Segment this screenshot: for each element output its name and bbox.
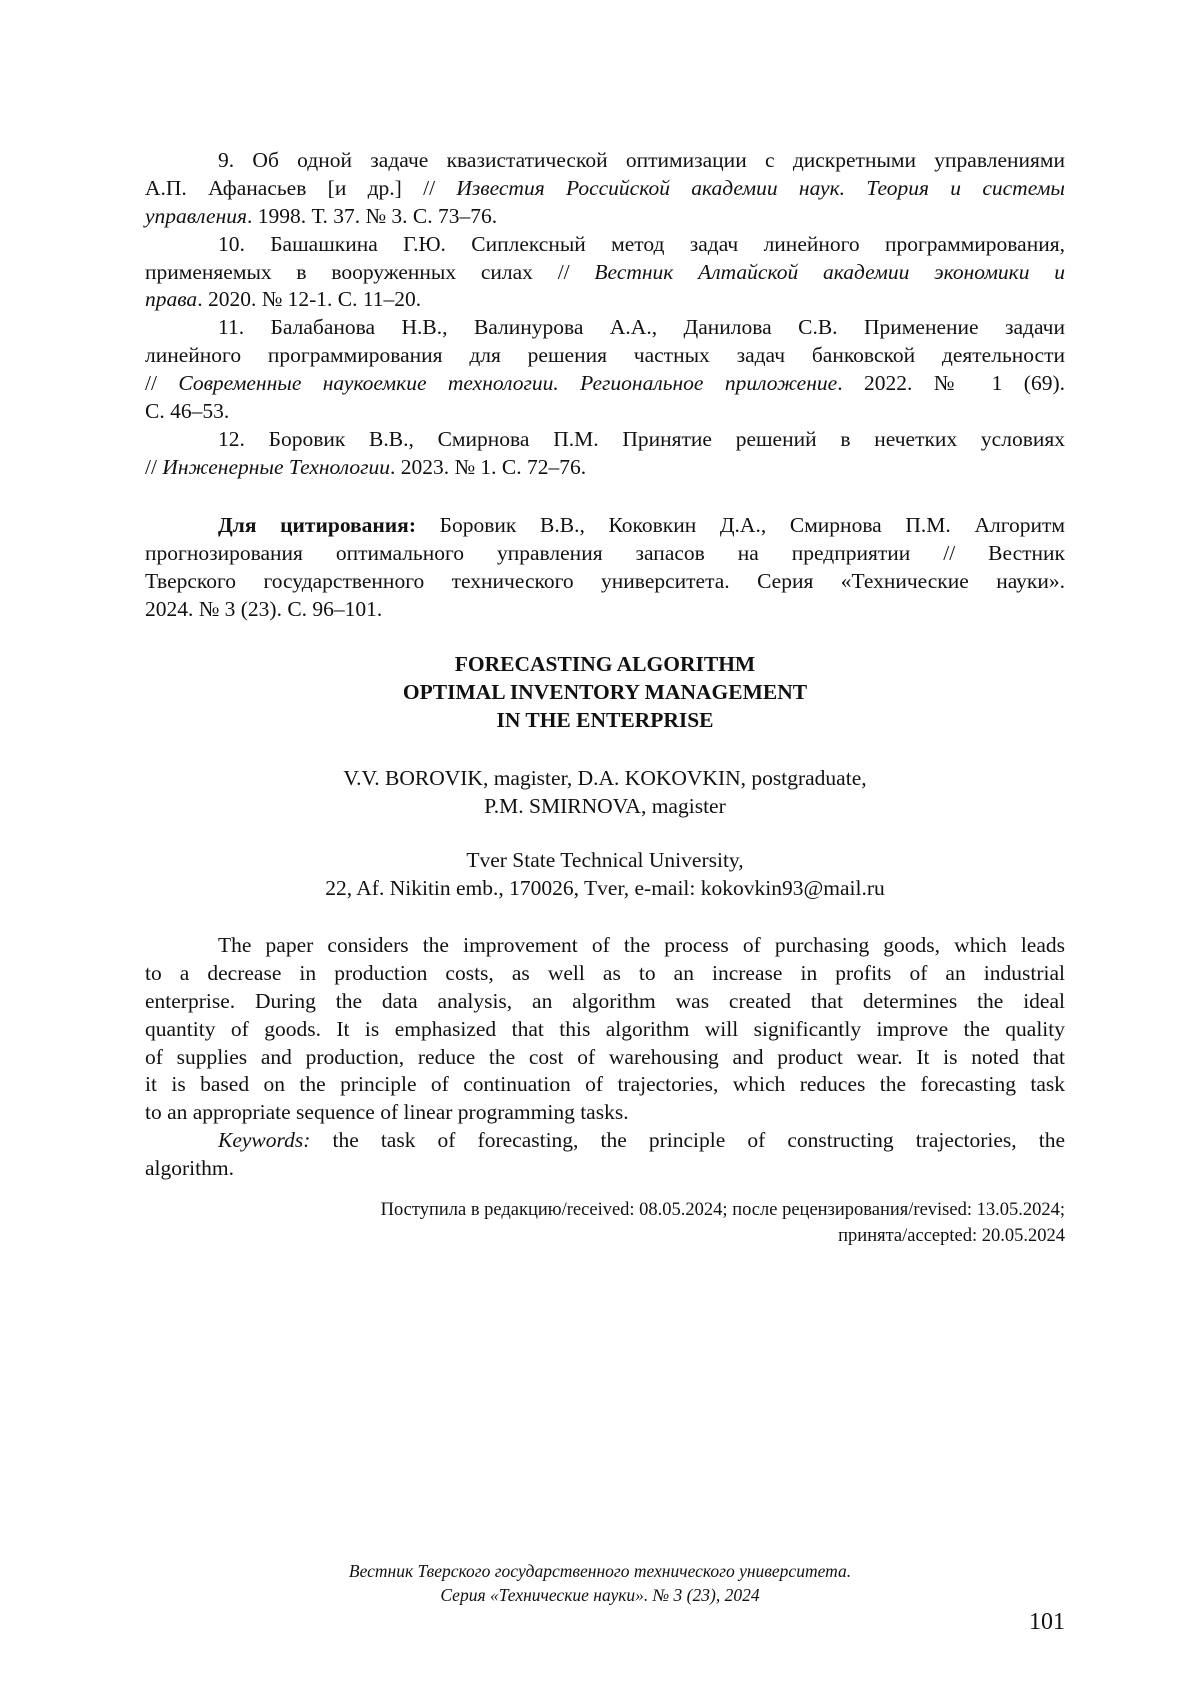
received-dates (145, 1197, 1065, 1249)
text-line (145, 370, 1065, 398)
text-line (145, 568, 1065, 596)
citation-paragraph (145, 512, 1065, 624)
title-line: FORECASTING ALGORITHM (454, 652, 756, 676)
text-segment: of supplies and production, reduce the cost of warehousing and product wear. It is noted that (145, 1044, 1065, 1069)
text-segment: 9. Об одной задаче квазистатической оптимизации с дискретными управлениями (218, 148, 1065, 172)
italic-text: Keywords: (218, 1128, 311, 1153)
footer-line: Вестник Тверского государственного технического университета. (348, 1561, 852, 1581)
text-line (145, 454, 1065, 482)
italic-text: Инженерные Технологии (162, 454, 391, 479)
text-line (145, 540, 1065, 568)
citation-block (145, 512, 1065, 624)
reference-item (145, 231, 1065, 315)
text-segment: the task of forecasting, the principle of constructing trajectories, the (310, 1128, 1065, 1153)
text-segment: // (145, 454, 163, 479)
authors-line: V.V. BOROVIK, magister, D.A. KOKOVKIN, postgraduate, (343, 766, 867, 790)
authors (145, 765, 1065, 821)
authors-line: P.M. SMIRNOVA, magister (484, 793, 726, 818)
text-segment: 2024. № 3 (23). С. 96–101. (145, 596, 383, 621)
italic-text: права (145, 287, 198, 312)
text-segment: it is based on the principle of continuation of trajectories, which reduces the forecasting task (145, 1072, 1065, 1097)
italic-text: Современные наукоемкие технологии. Региональное приложение (178, 371, 838, 396)
text-segment: algorithm. (145, 1156, 234, 1181)
text-line (145, 147, 1065, 175)
text-line (145, 1071, 1065, 1099)
text-segment: 10. Башашкина Г.Ю. Сиплексный метод задач линейного программирования, (218, 231, 1065, 256)
text-segment: enterprise. During the data analysis, an algorithm was created that determines the ideal (145, 988, 1065, 1013)
affiliation-line: 22, Af. Nikitin emb., 170026, Tver, e-mail: kokovkin93@mail.ru (325, 875, 885, 900)
italic-text: Вестник Алтайской академии экономики и (594, 259, 1065, 284)
text-segment: The paper considers the improvement of the process of purchasing goods, which leads (218, 933, 1065, 957)
text-segment: quantity of goods. It is emphasized that this algorithm will significantly improve the quality (145, 1016, 1065, 1041)
text-segment: С. 46–53. (145, 399, 230, 424)
text-line (145, 342, 1065, 370)
text-line (145, 1044, 1065, 1072)
abstract-paragraph (145, 932, 1065, 1127)
bold-label: Для цитирования: (218, 513, 416, 537)
text-line (145, 512, 1065, 540)
reference-item (145, 426, 1065, 482)
text-segment: . 2020. № 12-1. С. 11–20. (197, 287, 422, 312)
text-line (145, 426, 1065, 454)
text-segment: применяемых в вооруженных силах // (145, 259, 595, 284)
journal-footer (145, 1559, 1065, 1607)
text-line (145, 203, 1065, 231)
text-line (145, 932, 1065, 960)
text-line (145, 596, 1065, 624)
reference-item (145, 147, 1065, 231)
text-segment: 11. Балабанова Н.В., Валинурова А.А., Данилова С.В. Применение задачи (218, 315, 1065, 340)
text-segment: А.П. Афанасьев [и др.] // (145, 175, 457, 200)
italic-text: управления (145, 203, 247, 228)
page-number: 101 (1029, 1609, 1065, 1635)
text-segment: 12. Боровик В.В., Смирнова П.М. Принятие решений в нечетких условиях (218, 426, 1065, 451)
text-segment: to an appropriate sequence of linear programming tasks. (145, 1100, 629, 1125)
text-segment: // (145, 371, 179, 396)
text-segment: прогнозирования оптимального управления запасов на предприятии // Вестник (145, 540, 1065, 565)
text-line (145, 314, 1065, 342)
text-line (145, 1155, 1065, 1183)
text-line (145, 286, 1065, 314)
reference-item (145, 314, 1065, 426)
title-line: IN THE ENTERPRISE (496, 707, 714, 732)
abstract (145, 932, 1065, 1183)
text-line (145, 988, 1065, 1016)
keywords-paragraph (145, 1127, 1065, 1183)
affiliation-line: Tver State Technical University, (466, 848, 744, 872)
article-title (145, 651, 1065, 735)
text-line (145, 960, 1065, 988)
text-segment: . 2023. № 1. С. 72–76. (390, 454, 587, 479)
references-list (145, 147, 1065, 482)
text-line (145, 1099, 1065, 1127)
text-segment: Тверского государственного технического университета. Серия «Технические науки». (145, 568, 1065, 593)
title-line: OPTIMAL INVENTORY MANAGEMENT (402, 679, 808, 704)
text-line (145, 231, 1065, 259)
received-line: Поступила в редакцию/received: 08.05.2024; после рецензирования/revised: 13.05.2024; (380, 1200, 1065, 1220)
text-segment: Боровик В.В., Коковкин Д.А., Смирнова П.М. Алгоритм (415, 513, 1065, 537)
text-line (145, 1016, 1065, 1044)
text-segment: линейного программирования для решения частных задач банковской деятельности (145, 343, 1065, 368)
text-line (145, 259, 1065, 287)
footer-line: Серия «Технические науки». № 3 (23), 2024 (440, 1585, 760, 1605)
text-segment: to a decrease in production costs, as well as to an increase in profits of an industrial (145, 960, 1065, 985)
text-line (145, 1127, 1065, 1155)
text-line (145, 175, 1065, 203)
text-segment: . 2022. № 1 (69). (837, 371, 1065, 396)
affiliation (145, 847, 1065, 903)
received-line: принята/accepted: 20.05.2024 (838, 1226, 1065, 1246)
italic-text: Известия Российской академии наук. Теория и системы (456, 175, 1065, 200)
text-segment: . 1998. Т. 37. № 3. С. 73–76. (247, 203, 498, 228)
text-line (145, 398, 1065, 426)
